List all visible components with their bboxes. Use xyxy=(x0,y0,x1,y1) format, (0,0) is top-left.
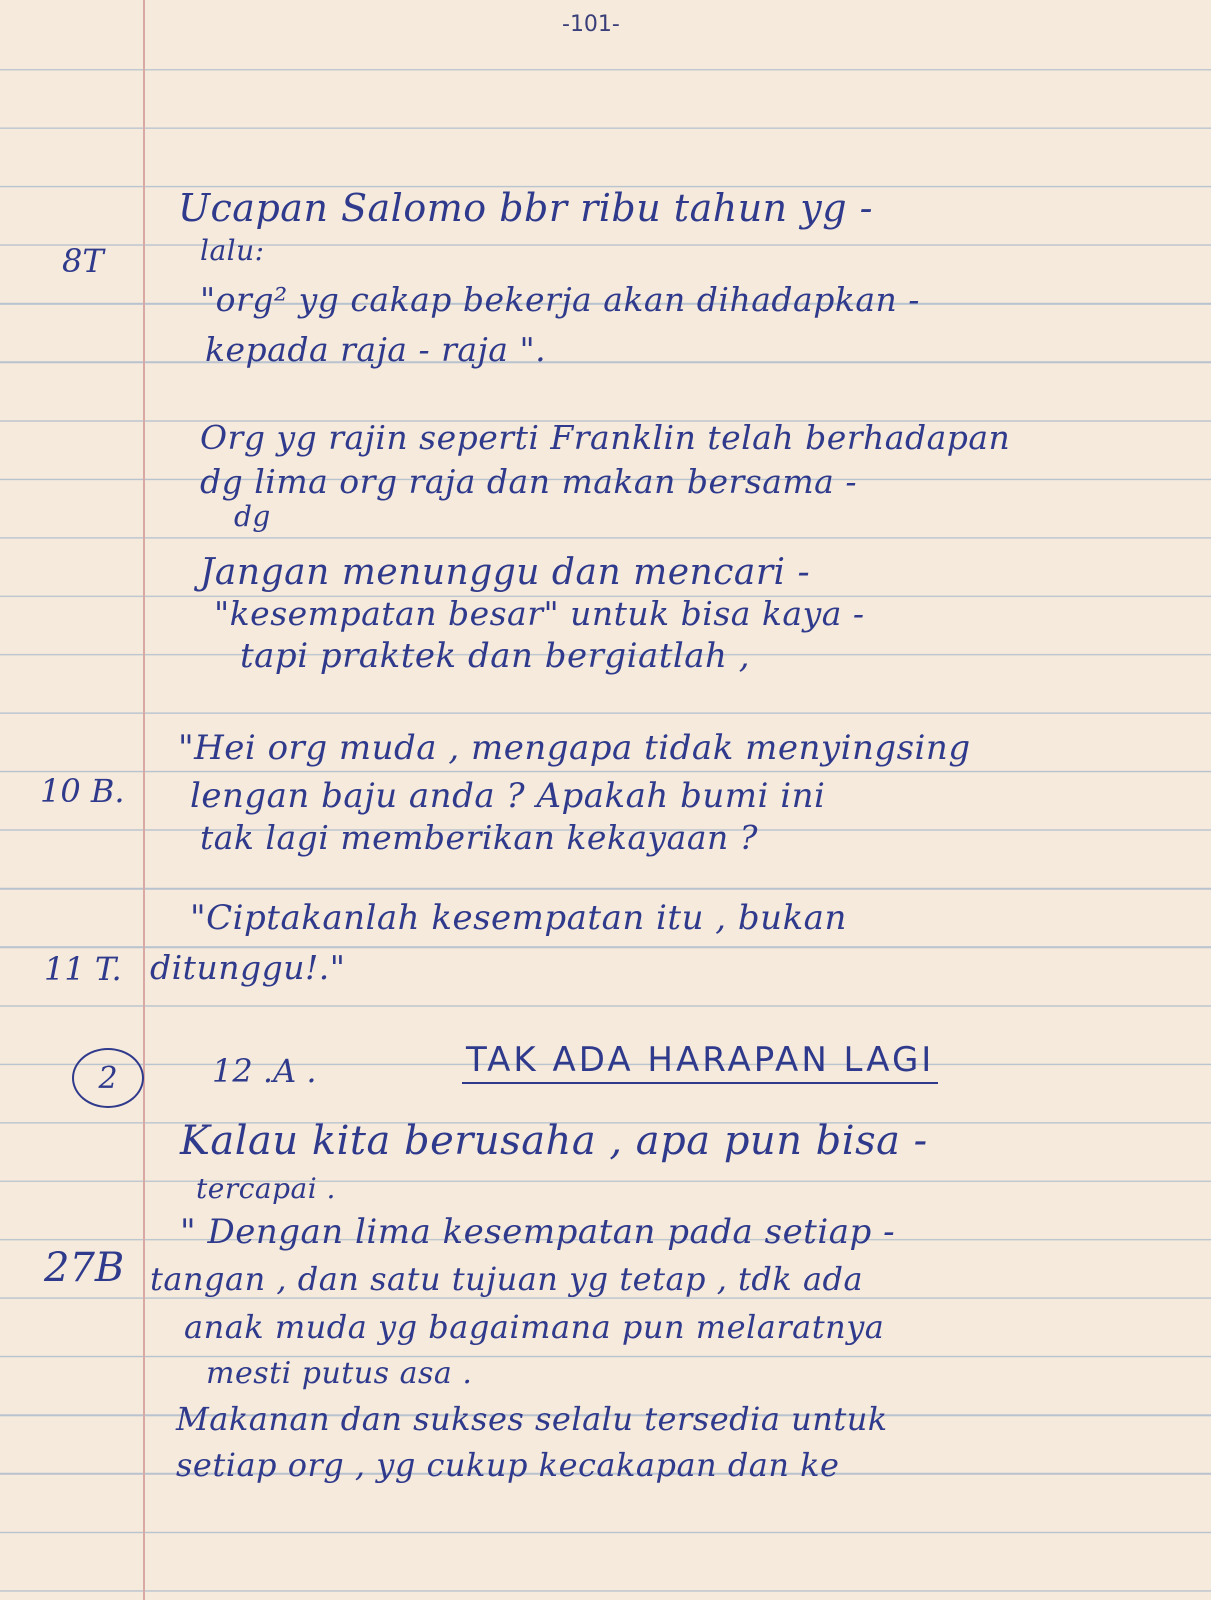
text-line: Kalau kita berusaha , apa pun bisa - xyxy=(180,1118,928,1164)
text-line: anak muda yg bagaimana pun melaratnya xyxy=(184,1308,885,1346)
margin-note: 8T xyxy=(62,242,104,280)
circled-number: 2 xyxy=(72,1048,144,1108)
text-line: setiap org , yg cukup kecakapan dan ke xyxy=(176,1446,840,1484)
text-line: mesti putus asa . xyxy=(206,1356,473,1391)
margin-line xyxy=(143,0,145,1600)
text-line: Jangan menunggu dan mencari - xyxy=(200,552,811,593)
text-line: ditunggu!." xyxy=(150,948,346,987)
text-line: "Ciptakanlah kesempatan itu , bukan xyxy=(190,898,847,938)
margin-note: 10 B. xyxy=(40,772,125,810)
text-line: dg lima org raja dan makan bersama - xyxy=(200,462,857,501)
text-line: Org yg rajin seperti Franklin telah berhadapan xyxy=(200,418,1011,457)
text-line: " Dengan lima kesempatan pada setiap - xyxy=(180,1212,896,1252)
text-line: tak lagi memberikan kekayaan ? xyxy=(200,818,758,857)
text-line: kepada raja - raja ". xyxy=(205,330,547,369)
text-line: Makanan dan sukses selalu tersedia untuk xyxy=(176,1400,888,1438)
section-heading: TAK ADA HARAPAN LAGI xyxy=(462,1040,938,1084)
text-line: tangan , dan satu tujuan yg tetap , tdk ada xyxy=(150,1260,864,1298)
text-line: tapi praktek dan bergiatlah , xyxy=(240,636,751,676)
section-label: 12 .A . xyxy=(212,1052,317,1090)
margin-note: 11 T. xyxy=(44,950,122,988)
text-line: "org² yg cakap bekerja akan dihadapkan - xyxy=(200,280,920,319)
text-line: "Hei org muda , mengapa tidak menyingsing xyxy=(178,728,971,768)
page-number: -101- xyxy=(562,12,620,37)
margin-note: 27B xyxy=(44,1245,125,1291)
text-line: lalu: xyxy=(200,234,265,267)
text-line: lengan baju anda ? Apakah bumi ini xyxy=(190,776,826,816)
text-line: "kesempatan besar" untuk bisa kaya - xyxy=(214,594,865,633)
text-line: Ucapan Salomo bbr ribu tahun yg - xyxy=(178,186,873,230)
text-line: dg xyxy=(234,500,271,533)
text-line: tercapai . xyxy=(196,1172,336,1205)
